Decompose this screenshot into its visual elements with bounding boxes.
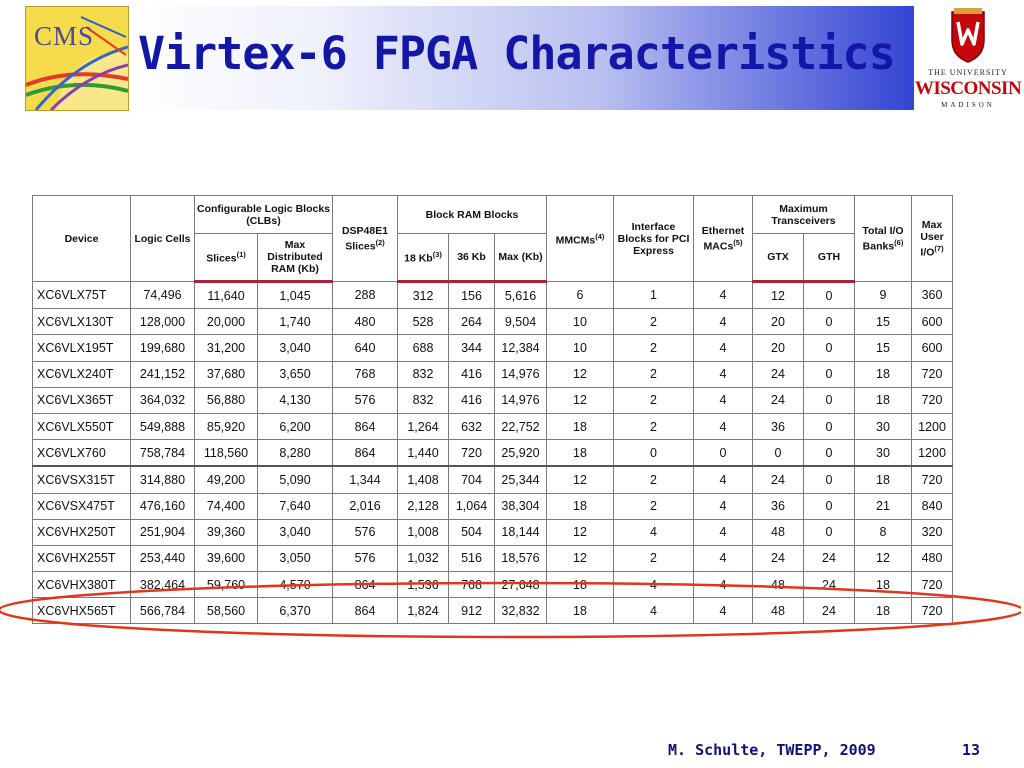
table-cell: 864 <box>333 440 398 467</box>
table-cell: 2 <box>614 545 694 571</box>
cms-logo <box>25 6 129 111</box>
table-cell: 576 <box>333 519 398 545</box>
table-cell: 3,650 <box>258 361 333 387</box>
table-cell: 128,000 <box>131 309 195 335</box>
table-cell: 12 <box>753 282 804 309</box>
col-ethernet: Ethernet MACs$^{(5)}$ <box>694 196 753 282</box>
table-cell: 864 <box>333 413 398 439</box>
table-cell: 1200 <box>912 413 953 439</box>
table-cell: 416 <box>449 387 495 413</box>
table-cell: 2,016 <box>333 493 398 519</box>
device-cell: XC6VLX240T <box>33 361 131 387</box>
table-cell: 3,050 <box>258 545 333 571</box>
table-cell: 12 <box>547 387 614 413</box>
table-cell: 288 <box>333 282 398 309</box>
table-cell: 9,504 <box>495 309 547 335</box>
table-cell: 0 <box>804 335 855 361</box>
table-cell: 0 <box>753 440 804 467</box>
table-cell: 14,976 <box>495 387 547 413</box>
table-cell: 12 <box>547 361 614 387</box>
table-cell: 24 <box>804 598 855 624</box>
table-cell: 4 <box>614 572 694 598</box>
table-cell: 840 <box>912 493 953 519</box>
table-cell: 1,045 <box>258 282 333 309</box>
table-cell: 31,200 <box>195 335 258 361</box>
table-cell: 0 <box>804 309 855 335</box>
table-cell: 4 <box>694 413 753 439</box>
table-cell: 2 <box>614 309 694 335</box>
table-cell: 1200 <box>912 440 953 467</box>
table-cell: 1,032 <box>398 545 449 571</box>
table-cell: 74,400 <box>195 493 258 519</box>
table-cell: 4 <box>694 309 753 335</box>
table-cell: 253,440 <box>131 545 195 571</box>
col-mmcm: MMCMs$^{(4)}$ <box>547 196 614 282</box>
table-row <box>33 493 953 519</box>
table-cell: 14,976 <box>495 361 547 387</box>
device-cell: XC6VHX255T <box>33 545 131 571</box>
col-gtx: GTX <box>753 234 804 282</box>
table-cell: 4 <box>694 519 753 545</box>
table-cell: 2 <box>614 413 694 439</box>
table-cell: 0 <box>804 440 855 467</box>
table-cell: 600 <box>912 335 953 361</box>
table-cell: 25,920 <box>495 440 547 467</box>
device-cell: XC6VLX195T <box>33 335 131 361</box>
table-cell: 18 <box>855 598 912 624</box>
table-cell: 768 <box>449 572 495 598</box>
table-cell: 20 <box>753 335 804 361</box>
table-cell: 0 <box>804 466 855 493</box>
table-cell: 18,144 <box>495 519 547 545</box>
table-cell: 720 <box>912 361 953 387</box>
device-cell: XC6VHX250T <box>33 519 131 545</box>
table-cell: 360 <box>912 282 953 309</box>
table-cell: 832 <box>398 387 449 413</box>
table-cell: 12 <box>547 545 614 571</box>
table-cell: 364,032 <box>131 387 195 413</box>
table-cell: 2 <box>614 466 694 493</box>
table-cell: 2,128 <box>398 493 449 519</box>
table-cell: 24 <box>804 545 855 571</box>
table-cell: 38,304 <box>495 493 547 519</box>
table-cell: 8,280 <box>258 440 333 467</box>
table-cell: 1,536 <box>398 572 449 598</box>
table-cell: 156 <box>449 282 495 309</box>
table-cell: 4 <box>694 598 753 624</box>
table-cell: 912 <box>449 598 495 624</box>
uw-line1: THE UNIVERSITY <box>928 68 1008 77</box>
table-cell: 264 <box>449 309 495 335</box>
table-cell: 4 <box>694 493 753 519</box>
table-cell: 18 <box>547 440 614 467</box>
table-cell: 0 <box>804 519 855 545</box>
table-cell: 12 <box>855 545 912 571</box>
table-cell: 18 <box>855 572 912 598</box>
table-cell: 4 <box>694 572 753 598</box>
table-row <box>33 335 953 361</box>
table-cell: 632 <box>449 413 495 439</box>
table-cell: 3,040 <box>258 335 333 361</box>
table-cell: 25,344 <box>495 466 547 493</box>
table-cell: 0 <box>804 413 855 439</box>
device-cell: XC6VSX475T <box>33 493 131 519</box>
table-cell: 1,344 <box>333 466 398 493</box>
table-cell: 704 <box>449 466 495 493</box>
table-cell: 199,680 <box>131 335 195 361</box>
table-cell: 39,360 <box>195 519 258 545</box>
table-cell: 4,130 <box>258 387 333 413</box>
table-cell: 2 <box>614 493 694 519</box>
table-cell: 85,920 <box>195 413 258 439</box>
table-cell: 37,680 <box>195 361 258 387</box>
table-cell: 0 <box>804 493 855 519</box>
table-cell: 1,740 <box>258 309 333 335</box>
table-cell: 12 <box>547 519 614 545</box>
col-bram-36: 36 Kb <box>449 234 495 282</box>
table-cell: 24 <box>804 572 855 598</box>
table-cell: 2 <box>614 361 694 387</box>
table-cell: 18 <box>855 387 912 413</box>
table-cell: 58,560 <box>195 598 258 624</box>
table-cell: 27,648 <box>495 572 547 598</box>
table-cell: 2 <box>614 387 694 413</box>
table-cell: 18,576 <box>495 545 547 571</box>
table-header-row <box>33 196 953 234</box>
col-max-user-io: Max User I/O$^{(7)}$ <box>912 196 953 282</box>
col-group-bram: Block RAM Blocks <box>398 196 547 234</box>
table-cell: 720 <box>912 466 953 493</box>
col-slices: Slices$^{(1)}$ <box>195 234 258 282</box>
table-cell: 36 <box>753 493 804 519</box>
table-cell: 18 <box>547 493 614 519</box>
table-cell: 251,904 <box>131 519 195 545</box>
table-cell: 1 <box>614 282 694 309</box>
table-cell: 6,200 <box>258 413 333 439</box>
table-cell: 516 <box>449 545 495 571</box>
slide-title: Virtex-6 FPGA Characteristics <box>138 27 895 80</box>
uw-crest-icon <box>948 6 988 64</box>
table-cell: 549,888 <box>131 413 195 439</box>
page-number: 13 <box>962 741 981 759</box>
table-cell: 56,880 <box>195 387 258 413</box>
device-cell: XC6VSX315T <box>33 466 131 493</box>
table-cell: 22,752 <box>495 413 547 439</box>
table-cell: 576 <box>333 545 398 571</box>
col-bram-18: 18 Kb$^{(3)}$ <box>398 234 449 282</box>
table-cell: 1,064 <box>449 493 495 519</box>
table-cell: 4 <box>694 335 753 361</box>
table-cell: 4,570 <box>258 572 333 598</box>
table-cell: 36 <box>753 413 804 439</box>
col-bram-max: Max (Kb) <box>495 234 547 282</box>
table-cell: 576 <box>333 387 398 413</box>
table-body <box>33 282 953 624</box>
table-cell: 0 <box>694 440 753 467</box>
table-cell: 15 <box>855 335 912 361</box>
table-cell: 6,370 <box>258 598 333 624</box>
table-cell: 320 <box>912 519 953 545</box>
col-pcie: Interface Blocks for PCI Express <box>614 196 694 282</box>
table-cell: 4 <box>694 282 753 309</box>
device-cell: XC6VLX75T <box>33 282 131 309</box>
table-cell: 864 <box>333 598 398 624</box>
table-cell: 12,384 <box>495 335 547 361</box>
table-cell: 7,640 <box>258 493 333 519</box>
table-cell: 11,640 <box>195 282 258 309</box>
table-cell: 2 <box>614 335 694 361</box>
university-logo <box>914 4 1022 116</box>
device-cell: XC6VHX380T <box>33 572 131 598</box>
table-cell: 30 <box>855 440 912 467</box>
table-cell: 48 <box>753 598 804 624</box>
table-cell: 18 <box>547 598 614 624</box>
table-cell: 74,496 <box>131 282 195 309</box>
table-row <box>33 309 953 335</box>
table-cell: 566,784 <box>131 598 195 624</box>
table-cell: 24 <box>753 361 804 387</box>
table-cell: 0 <box>614 440 694 467</box>
table-cell: 9 <box>855 282 912 309</box>
table-cell: 640 <box>333 335 398 361</box>
table-cell: 4 <box>694 361 753 387</box>
table-row <box>33 387 953 413</box>
col-max-dist-ram: Max Distributed RAM (Kb) <box>258 234 333 282</box>
table-cell: 15 <box>855 309 912 335</box>
table-cell: 4 <box>614 598 694 624</box>
table-cell: 1,408 <box>398 466 449 493</box>
table-cell: 5,090 <box>258 466 333 493</box>
table-cell: 24 <box>753 387 804 413</box>
highlight-ellipse <box>0 580 1021 640</box>
table-cell: 480 <box>912 545 953 571</box>
table-cell: 10 <box>547 335 614 361</box>
table-row <box>33 545 953 571</box>
table-cell: 416 <box>449 361 495 387</box>
table-cell: 504 <box>449 519 495 545</box>
table-cell: 382,464 <box>131 572 195 598</box>
col-gth: GTH <box>804 234 855 282</box>
table-cell: 720 <box>912 572 953 598</box>
col-group-clb: Configurable Logic Blocks (CLBs) <box>195 196 333 234</box>
cms-logo-text: CMS <box>34 21 95 51</box>
table-cell: 1,008 <box>398 519 449 545</box>
table-row <box>33 413 953 439</box>
table-row <box>33 519 953 545</box>
table-cell: 118,560 <box>195 440 258 467</box>
table-cell: 6 <box>547 282 614 309</box>
table-cell: 314,880 <box>131 466 195 493</box>
col-group-transceivers: Maximum Transceivers <box>753 196 855 234</box>
table-cell: 758,784 <box>131 440 195 467</box>
table-cell: 48 <box>753 519 804 545</box>
table-cell: 5,616 <box>495 282 547 309</box>
fpga-characteristics-table <box>32 195 953 624</box>
table-cell: 20 <box>753 309 804 335</box>
table-cell: 18 <box>855 466 912 493</box>
table-cell: 600 <box>912 309 953 335</box>
table-cell: 4 <box>694 545 753 571</box>
table-row <box>33 282 953 309</box>
table-row <box>33 440 953 467</box>
device-cell: XC6VLX550T <box>33 413 131 439</box>
uw-name: WISCONSIN <box>914 78 1022 99</box>
device-cell: XC6VLX130T <box>33 309 131 335</box>
col-device: Device <box>33 196 131 282</box>
table-cell: 241,152 <box>131 361 195 387</box>
table-cell: 832 <box>398 361 449 387</box>
table-cell: 688 <box>398 335 449 361</box>
table-cell: 4 <box>614 519 694 545</box>
col-dsp: DSP48E1 Slices$^{(2)}$ <box>333 196 398 282</box>
highlight-ellipse-shape <box>0 583 1021 637</box>
device-cell: XC6VLX760 <box>33 440 131 467</box>
device-cell: XC6VLX365T <box>33 387 131 413</box>
table-cell: 4 <box>694 466 753 493</box>
table-cell: 1,440 <box>398 440 449 467</box>
table-cell: 39,600 <box>195 545 258 571</box>
table-cell: 24 <box>753 545 804 571</box>
table-cell: 312 <box>398 282 449 309</box>
table-cell: 59,760 <box>195 572 258 598</box>
table-cell: 720 <box>449 440 495 467</box>
table-cell: 18 <box>855 361 912 387</box>
table-cell: 528 <box>398 309 449 335</box>
table-cell: 476,160 <box>131 493 195 519</box>
table-cell: 8 <box>855 519 912 545</box>
footer-author: M. Schulte, TWEPP, 2009 <box>668 741 876 759</box>
table-cell: 30 <box>855 413 912 439</box>
table-cell: 1,824 <box>398 598 449 624</box>
table-cell: 4 <box>694 387 753 413</box>
table-cell: 720 <box>912 387 953 413</box>
table-cell: 720 <box>912 598 953 624</box>
table-cell: 49,200 <box>195 466 258 493</box>
table-cell: 0 <box>804 361 855 387</box>
table-cell: 1,264 <box>398 413 449 439</box>
table-cell: 3,040 <box>258 519 333 545</box>
device-cell: XC6VHX565T <box>33 598 131 624</box>
table-cell: 480 <box>333 309 398 335</box>
table-cell: 20,000 <box>195 309 258 335</box>
table-row <box>33 466 953 493</box>
table-cell: 768 <box>333 361 398 387</box>
table-cell: 48 <box>753 572 804 598</box>
table-cell: 12 <box>547 466 614 493</box>
col-io-banks: Total I/O Banks$^{(6)}$ <box>855 196 912 282</box>
table-cell: 0 <box>804 282 855 309</box>
uw-madison: MADISON <box>941 101 995 109</box>
table-cell: 18 <box>547 572 614 598</box>
table-cell: 10 <box>547 309 614 335</box>
table-row <box>33 361 953 387</box>
table-cell: 0 <box>804 387 855 413</box>
table-cell: 32,832 <box>495 598 547 624</box>
table-cell: 344 <box>449 335 495 361</box>
table-cell: 864 <box>333 572 398 598</box>
table-cell: 21 <box>855 493 912 519</box>
col-logic-cells: Logic Cells <box>131 196 195 282</box>
table-cell: 18 <box>547 413 614 439</box>
table-cell: 24 <box>753 466 804 493</box>
